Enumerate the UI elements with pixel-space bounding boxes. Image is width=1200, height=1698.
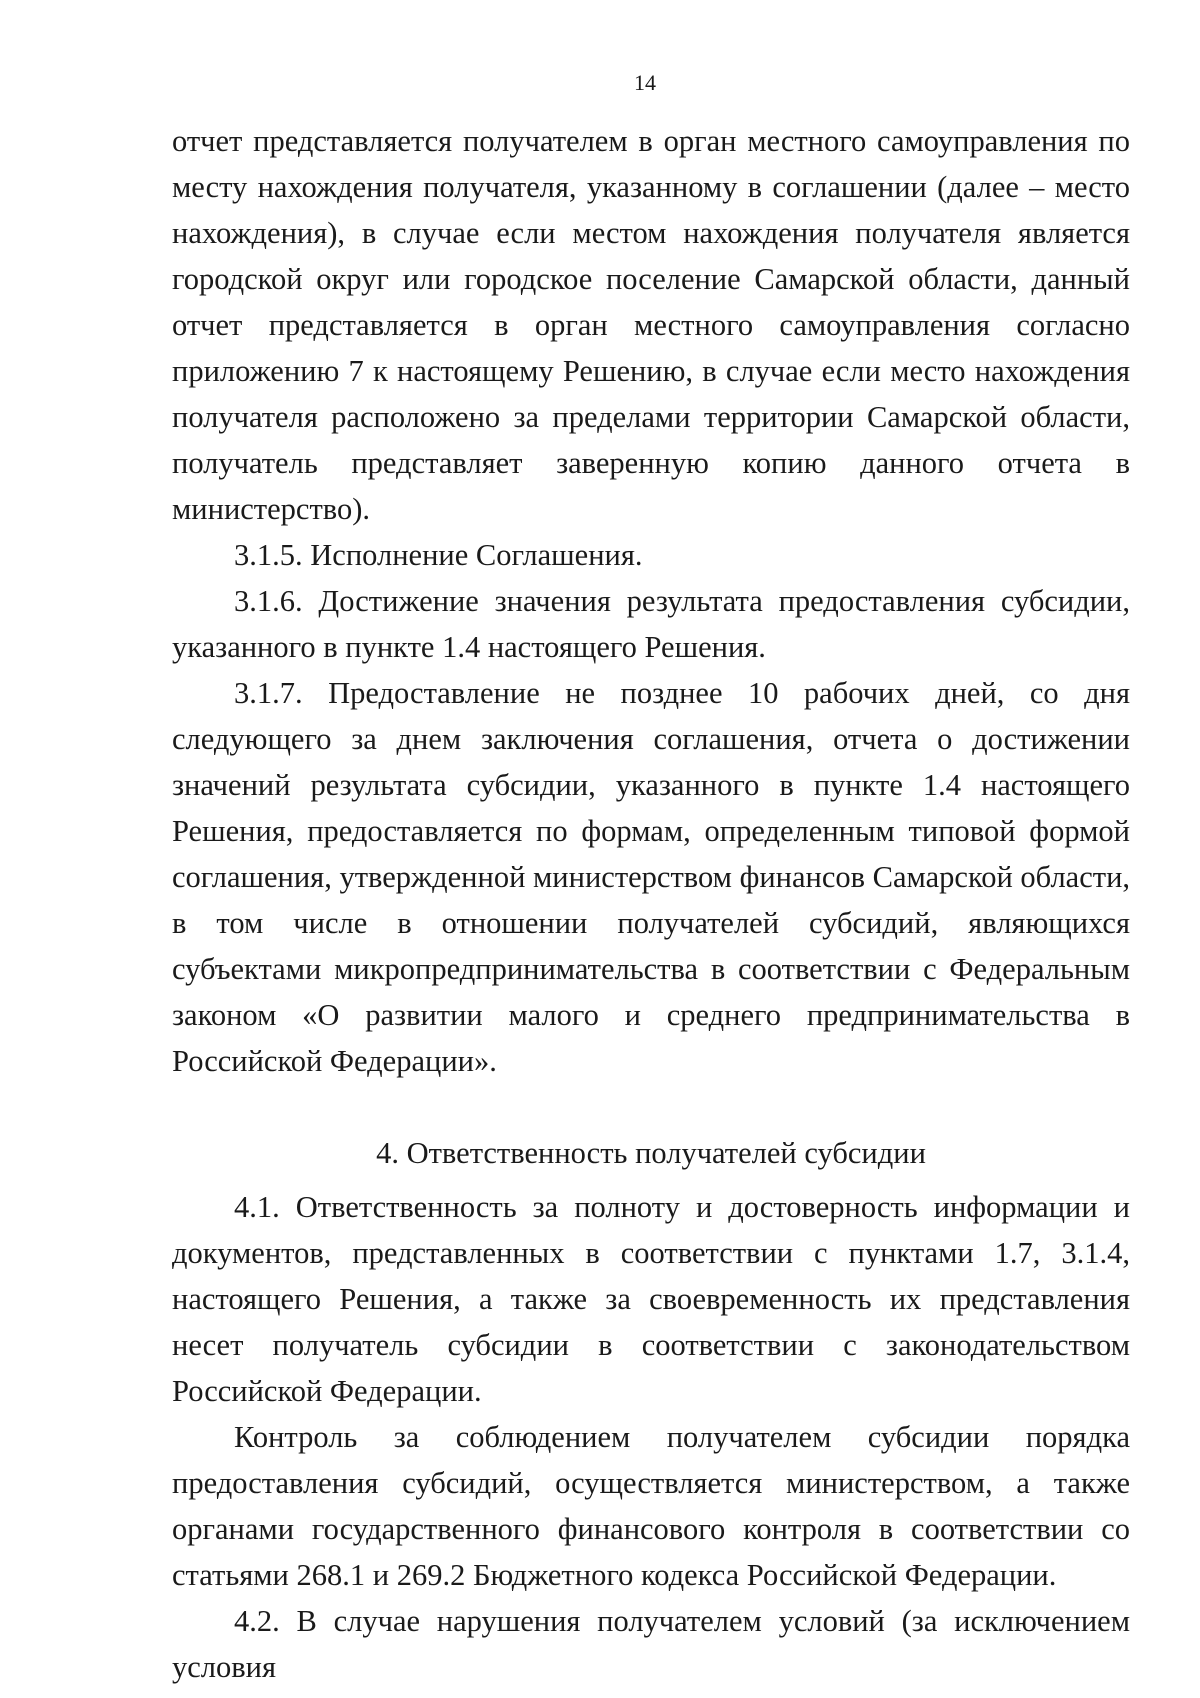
document-body [172, 118, 1130, 1690]
paragraph-3-1-5: 3.1.5. Исполнение Соглашения. [234, 538, 643, 572]
paragraph-report-continuation: отчет представляется получателем в орган местного самоуправления по месту нахождения получателя, указанному в соглашении (далее – место нахождения), в случае если местом нахождения получателя является городской округ или городское поселение Самарской области, данный отчет представляется в орган местного самоуправления согласно приложению 7 к настоящему Решению, в случае если место нахождения получателя расположено за пределами территории Самарской области, получатель представляет заверенную копию данного отчета в министерство). [172, 124, 1130, 526]
paragraph-4-1: 4.1. Ответственность за полноту и достоверность информации и документов, представленных в соответствии с пунктами 1.7, 3.1.4, настоящего Решения, а также за своевременность их представления несет получатель субсидии в соответствии с законодательством Российской Федерации. [172, 1190, 1130, 1408]
section-heading-4: 4. Ответственность получателей субсидии [376, 1136, 926, 1170]
paragraph-4-2: 4.2. В случае нарушения получателем условий (за исключением условия [172, 1604, 1130, 1684]
paragraph-3-1-7: 3.1.7. Предоставление не позднее 10 рабочих дней, со дня следующего за днем заключения соглашения, отчета о достижении значений результата субсидии, указанного в пункте 1.4 настоящего Решения, предоставляется по формам, определенным типовой формой соглашения, утвержденной министерством финансов Самарской области, в том числе в отношении получателей субсидий, являющихся субъектами микропредпринимательства в соответствии с Федеральным законом «О развитии малого и среднего предпринимательства в Российской Федерации». [172, 676, 1131, 1078]
paragraph-3-1-6: 3.1.6. Достижение значения результата предоставления субсидии, указанного в пункте 1.4 настоящего Решения. [172, 584, 1130, 664]
paragraph-control: Контроль за соблюдением получателем субсидии порядка предоставления субсидий, осуществляется министерством, а также органами государственного финансового контроля в соответствии со статьями 268.1 и 269.2 Бюджетного кодекса Российской Федерации. [172, 1420, 1130, 1592]
page-number: 14 [634, 70, 656, 95]
